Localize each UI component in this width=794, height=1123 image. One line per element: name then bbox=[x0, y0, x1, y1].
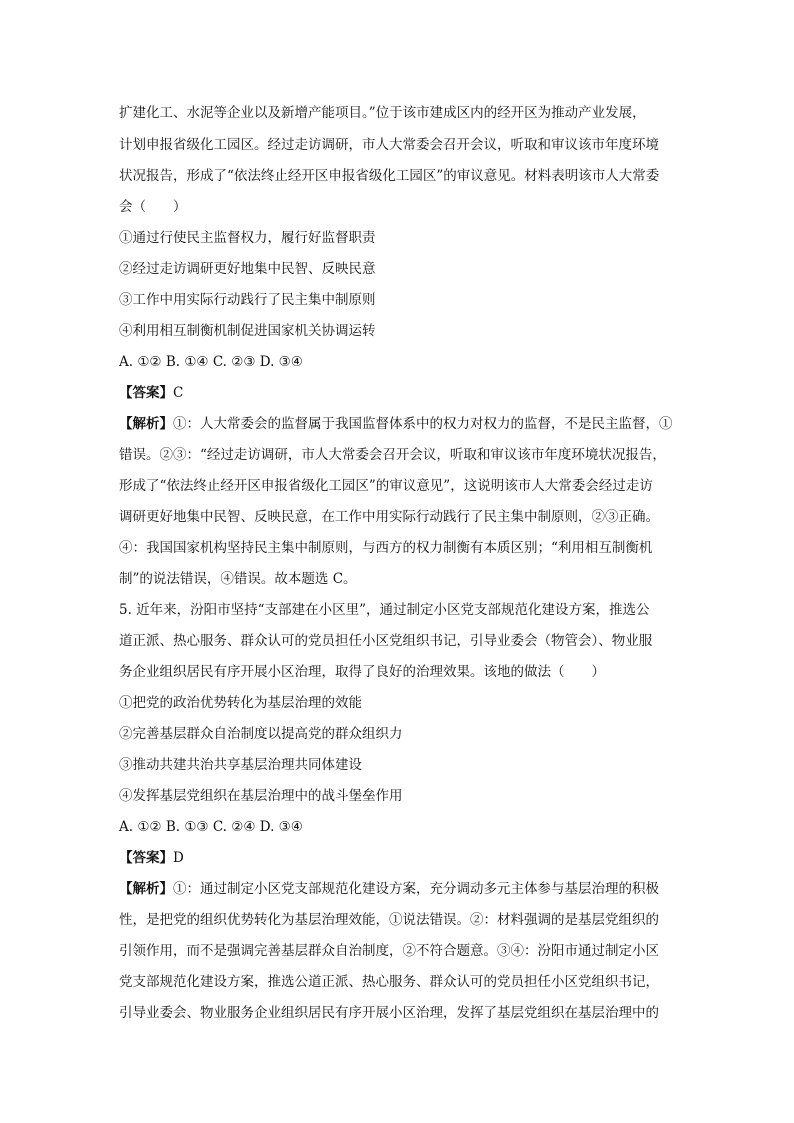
q4-analysis-line: ④：我国国家机构坚持民主集中制原则，与西方的权力制衡有本质区别；“利用相互制衡机 bbox=[119, 540, 653, 556]
q5-analysis-line: 引领作用，而不是强调完善基层群众自治制度，②不符合题意。③④：汾阳市通过制定小区 bbox=[119, 943, 659, 959]
q4-analysis-line: 错误。②③：“经过走访调研，市人大常委会召开会议，听取和审议该市年度环境状况报告， bbox=[119, 447, 666, 463]
q5-analysis-line: 性，是把党的组织优势转化为基层治理效能，①说法错误。②：材料强调的是基层党组织的 bbox=[119, 912, 659, 928]
analysis-label: 【解析】 bbox=[119, 416, 173, 432]
q5-stem-line: 道正派、热心服务、群众认可的党员担任小区党组织书记，引导业委会（物管会）、物业服 bbox=[119, 633, 653, 649]
answer-value: C bbox=[173, 385, 184, 401]
q5-analysis-line: 引导业委会、物业服务企业组织居民有序开展小区治理，发挥了基层党组织在基层治理中的 bbox=[119, 1005, 659, 1021]
q4-analysis-line: 制”的说法错误，④错误。故本题选 C。 bbox=[119, 571, 357, 587]
q4-option-2: ②经过走访调研更好地集中民智、反映民意 bbox=[119, 261, 376, 277]
q5-option-2: ②完善基层群众自治制度以提高党的群众组织力 bbox=[119, 726, 403, 742]
q5-answer bbox=[119, 849, 184, 867]
q4-stem-line: 计划申报省级化工园区。经过走访调研，市人大常委会召开会议，听取和审议该市年度环境 bbox=[119, 137, 659, 153]
q4-answer bbox=[119, 384, 183, 402]
q5-analysis-line: 党支部规范化建设方案，推选公道正派、热心服务、群众认可的党员担任小区党组织书记， bbox=[119, 974, 659, 990]
q5-option-1: ①把党的政治优势转化为基层治理的效能 bbox=[119, 695, 362, 711]
q4-analysis-line: 形成了“依法终止经开区申报省级化工园区”的审议意见”，这说明该市人大常委会经过走访 bbox=[119, 478, 653, 494]
q4-stem-line: 扩建化工、水泥等企业以及新增产能项目。”位于该市建成区内的经开区为推动产业发展， bbox=[119, 105, 646, 121]
q4-option-3: ③工作中用实际行动践行了民主集中制原则 bbox=[119, 292, 376, 308]
q4-option-4: ④利用相互制衡机制促进国家机关协调运转 bbox=[119, 323, 376, 339]
answer-label: 【答案】 bbox=[119, 850, 173, 866]
answer-value: D bbox=[173, 850, 184, 866]
q4-analysis-line bbox=[119, 415, 673, 433]
q4-analysis-line: 调研更好地集中民智、反映民意，在工作中用实际行动践行了民主集中制原则，②③正确。 bbox=[119, 509, 659, 525]
analysis-text: ①：通过制定小区党支部规范化建设方案，充分调动多元主体参与基层治理的积极 bbox=[173, 881, 659, 897]
q5-option-3: ③推动共建共治共享基层治理共同体建设 bbox=[119, 757, 362, 773]
q5-stem-line: 务企业组织居民有序开展小区治理，取得了良好的治理效果。该地的做法（ ） bbox=[119, 664, 605, 680]
analysis-text: ①：人大常委会的监督属于我国监督体系中的权力对权力的监督，不是民主监督，① bbox=[173, 416, 673, 432]
q5-option-4: ④发挥基层党组织在基层治理中的战斗堡垒作用 bbox=[119, 788, 403, 804]
q4-stem-line: 状况报告，形成了“依法终止经开区申报省级化工园区”的审议意见。材料表明该市人大常委 bbox=[119, 168, 660, 184]
analysis-label: 【解析】 bbox=[119, 881, 173, 897]
q5-choices: A. ①② B. ①③ C. ②④ D. ③④ bbox=[119, 819, 303, 835]
q4-stem-line: 会（ ） bbox=[119, 199, 187, 215]
answer-label: 【答案】 bbox=[119, 385, 173, 401]
q5-stem-line: 5. 近年来，汾阳市坚持“支部建在小区里”，通过制定小区党支部规范化建设方案，推选公 bbox=[119, 602, 650, 618]
q4-option-1: ①通过行使民主监督权力，履行好监督职责 bbox=[119, 230, 376, 246]
q4-choices: A. ①② B. ①④ C. ②③ D. ③④ bbox=[119, 354, 303, 370]
q5-analysis-line bbox=[119, 880, 659, 898]
